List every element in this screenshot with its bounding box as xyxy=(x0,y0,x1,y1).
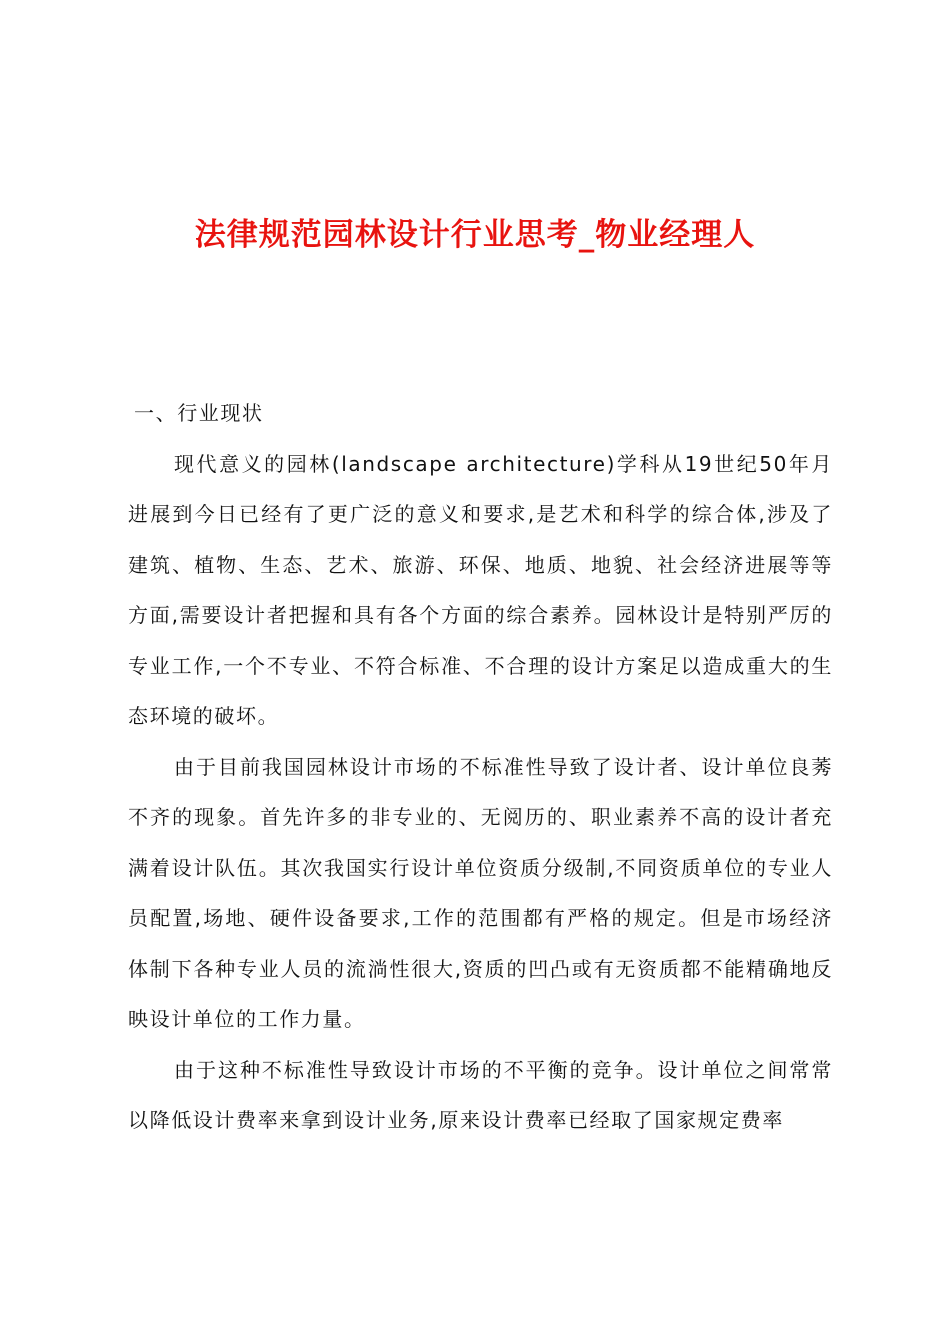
page-title: 法律规范园林设计行业思考_物业经理人 xyxy=(194,217,756,253)
paragraph: 现代意义的园林(landscape architecture)学科从19世纪50年月进展到今日已经有了更广泛的意义和要求,是艺术和科学的综合体,涉及了建筑、植物、生态、艺术、旅游、环保、地质、地貌、社会经济进展等等方面,需要设计者把握和具有各个方面的综合素养。园林设计是特别严厉的专业工作,一个不专业、不符合标准、不合理的设计方案足以造成重大的生态环境的破坏。 xyxy=(128,451,833,728)
section-heading: 一、行业现状 xyxy=(134,401,264,425)
paragraph: 由于目前我国园林设计市场的不标准性导致了设计者、设计单位良莠不齐的现象。首先许多的非专业的、无阅历的、职业素养不高的设计者充满着设计队伍。其次我国实行设计单位资质分级制,不同资质单位的专业人员配置,场地、硬件设备要求,工作的范围都有严格的规定。但是市场经济体制下各种专业人员的流淌性很大,资质的凹凸或有无资质都不能精确地反映设计单位的工作力量。 xyxy=(128,754,833,1031)
document-body xyxy=(128,388,833,1146)
paragraph: 由于这种不标准性导致设计市场的不平衡的竞争。设计单位之间常常以降低设计费率来拿到设计业务,原来设计费率已经取了国家规定费率 xyxy=(128,1057,833,1132)
